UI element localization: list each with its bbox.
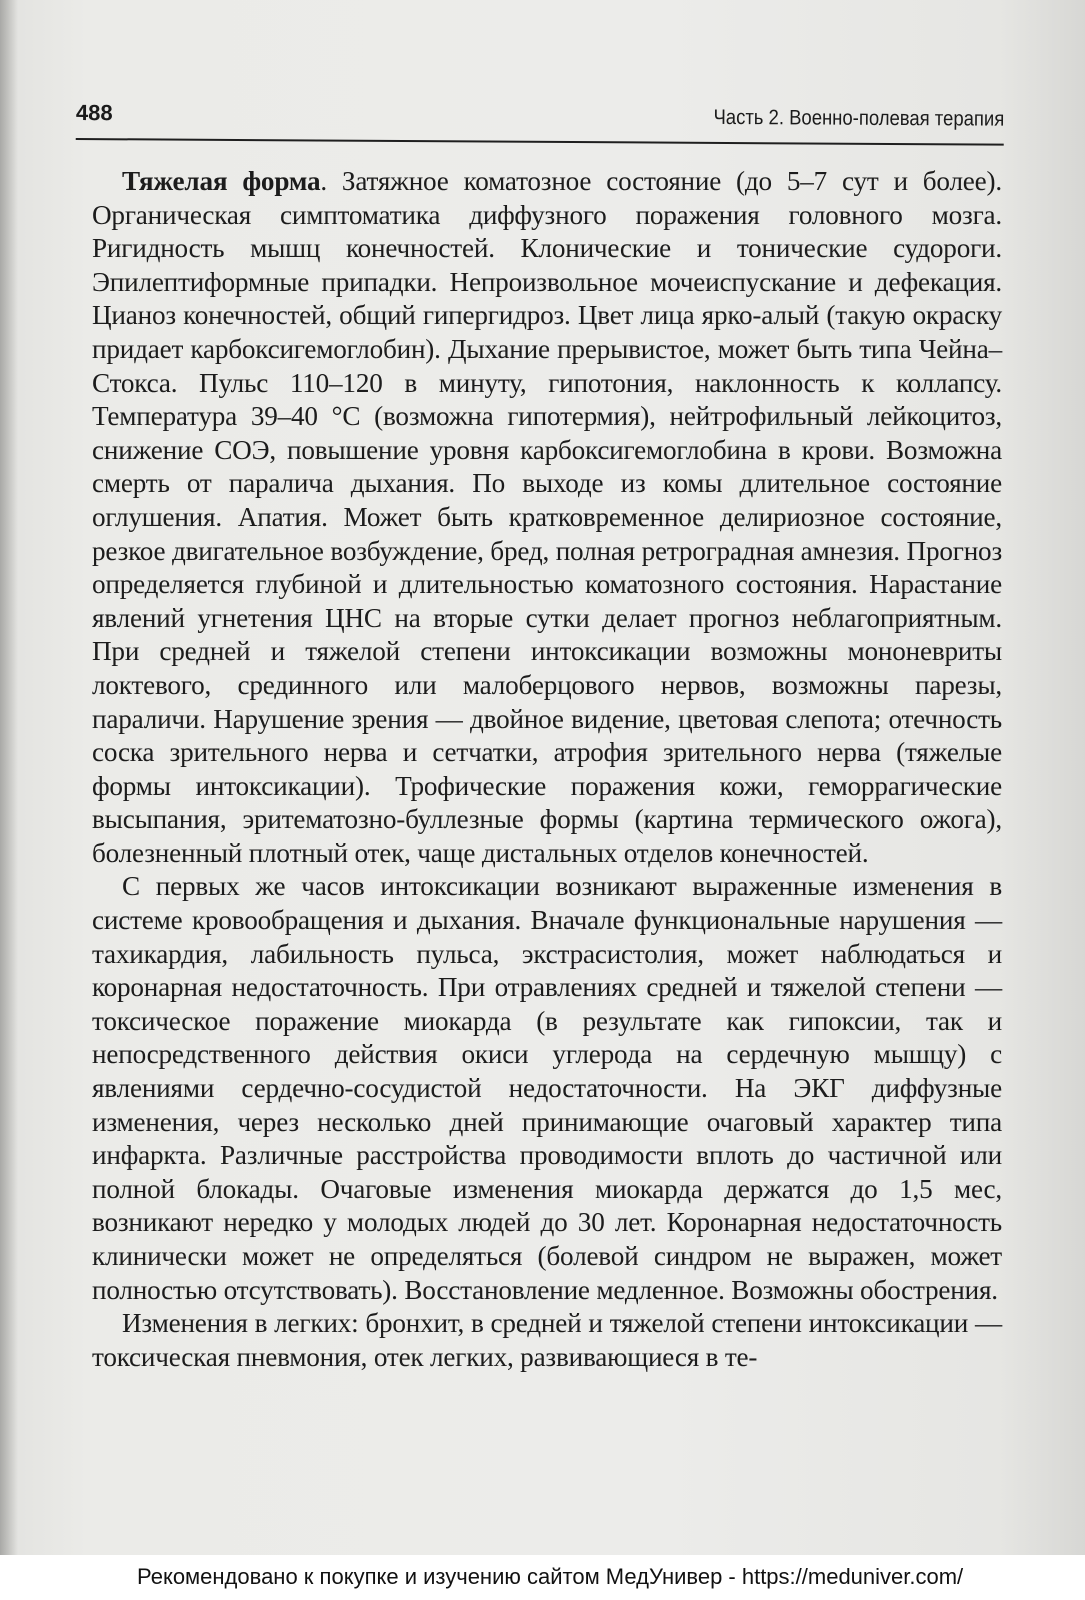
paragraph-text: С первых же часов интоксикации возникают выраженные изменения в системе кровообращения и дыхания. Вначале функциональные нарушения — тахикардия, лабильность пульса, экстрасистолия, может наблюдаться и коронарная недостаточность. При отравлениях средней и тяжелой степени — токсическое поражение миокарда (в результате как гипоксии, так и непосредственного действия окиси углерода на сердечную мышцу) с явлениями сердечно-сосудистой недостаточности. На ЭКГ диффузные изменения, через несколько дней принимающие очаговый характер типа инфаркта. Различные расстройства проводимости вплоть до частичной или полной блокады. Очаговые изменения миокарда держатся до 1,5 мес, возникают нередко у молодых людей до 30 лет. Коронарная недостаточность клинически может не определяться (болевой синдром не выражен, может полностью отсутствовать). Восстановление медленное. Возможны обострения. (92, 871, 1002, 1305)
page-number: 488 (75, 99, 113, 126)
watermark-text: Рекомендовано к покупке и изучению сайтом МедУнивер - https://meduniver.com/ (137, 1564, 964, 1589)
page-gutter-shadow (0, 0, 18, 1600)
paragraph-severe-form (92, 165, 1002, 870)
paragraph-lead-bold: Тяжелая форма (122, 166, 321, 196)
paragraph-text: Изменения в легких: бронхит, в средней и тяжелой степени интоксикации — токсическая пневмония, отек легких, развивающиеся в те- (92, 1308, 1002, 1372)
paragraph-lungs (92, 1307, 1002, 1374)
running-head: Часть 2. Военно-полевая терапия (713, 105, 1004, 131)
paragraph-cardiovascular (92, 870, 1002, 1307)
page-header (76, 96, 1004, 146)
body-text (92, 165, 1002, 1374)
paragraph-text: . Затяжное коматозное состояние (до 5–7 сут и более). Органическая симптоматика диффузного поражения головного мозга. Ригидность мышц конечностей. Клонические и тонические судороги. Эпилептиформные припадки. Непроизвольное мочеиспускание и дефекация. Цианоз конечностей, общий гипергидроз. Цвет лица ярко-алый (такую окраску придает карбоксигемоглобин). Дыхание прерывистое, может быть типа Чейна–Стокса. Пульс 110–120 в минуту, гипотония, наклонность к коллапсу. Температура 39–40 °С (возможна гипотермия), нейтрофильный лейкоцитоз, снижение СОЭ, повышение уровня карбоксигемоглобина в крови. Возможна смерть от паралича дыхания. По выходе из комы длительное состояние оглушения. Апатия. Может быть кратковременное делириозное состояние, резкое двигательное возбуждение, бред, полная ретроградная амнезия. Прогноз определяется глубиной и длительностью коматозного состояния. Нарастание явлений угнетения ЦНС на вторые сутки делает прогноз неблагоприятным. При средней и тяжелой степени интоксикации возможны мононевриты локтевого, срединного или малоберцового нервов, возможны парезы, параличи. Нарушение зрения — двойное видение, цветовая слепота; отечность соска зрительного нерва и сетчатки, атрофия зрительного нерва (тяжелые формы интоксикации). Трофические поражения кожи, геморрагические высыпания, эритематозно-буллезные формы (картина термического ожога), болезненный плотный отек, чаще дистальных отделов конечностей. (92, 166, 1002, 868)
watermark-footer (0, 1555, 1085, 1600)
